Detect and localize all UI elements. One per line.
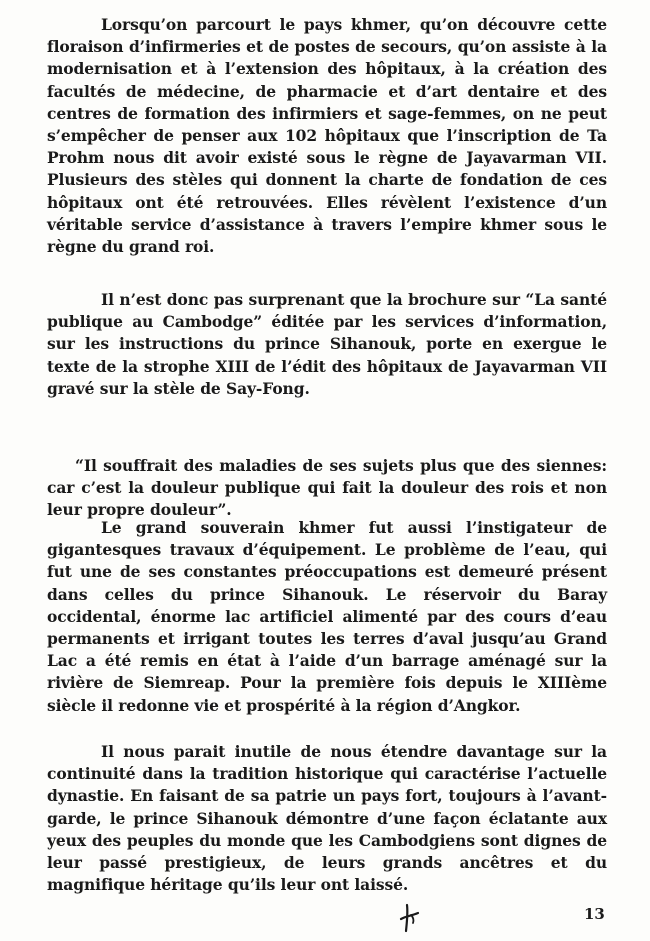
paragraph-text: Il nous parait inutile de nous étendre davantage sur la continuité dans la tradition historique qui caractérise l’actuelle dynastie. En faisant de sa patrie un pays fort, toujours à l’avant-garde, le prince Sihanouk démontre d’une façon éclatante aux yeux des peuples du monde que les Cambodgiens sont dignes de leur passé prestigieux, de leurs grands ancêtres et du magnifique héritage qu’ils leur ont laissé. bbox=[47, 742, 607, 895]
paragraph-hospitals bbox=[47, 14, 607, 258]
paragraph-text: Lorsqu’on parcourt le pays khmer, qu’on découvre cette floraison d’infirmeries et de postes de secours, qu’on assiste à la modernisation et à l’extension des hôpitaux, à la création des facultés de médecine, de pharmacie et d’art dentaire et des centres de formation des infirmiers et sage-femmes, on ne peut s’empêcher de penser aux 102 hôpitaux que l’inscription de Ta Prohm nous dit avoir existé sous le règne de Jayavarman VII. Plusieurs des stèles qui donnent la charte de fondation de ces hôpitaux ont été retrouvées. Elles révèlent l’existence d’un véritable service d’assistance à travers l’empire khmer sous le règne du grand roi. bbox=[47, 15, 607, 257]
paragraph-text: Il n’est donc pas surprenant que la brochure sur “La santé publique au Cambodge” éditée par les services d’information, sur les instructions du prince Sihanouk, porte en exergue le texte de la strophe XIII de l’édit des hôpitaux de Jayavarman VII gravé sur la stèle de Say-Fong. bbox=[47, 290, 607, 398]
handwritten-mark bbox=[398, 903, 422, 933]
paragraph-health-brochure bbox=[47, 289, 607, 400]
page-number: 13 bbox=[584, 905, 605, 923]
paragraph-text: Le grand souverain khmer fut aussi l’instigateur de gigantesques travaux d’équipement. Le problème de l’eau, qui fut une de ses constantes préoccupations est demeuré présent dans celles du prince Sihanouk. Le réservoir du Baray occidental, énorme lac artificiel alimenté par des cours d’eau permanents et irrigant toutes les terres d’aval jusqu’au Grand Lac a été remis en état à l’aide d’un barrage aménagé sur la rivière de Siemreap. Pour la première fois depuis le XIIIème siècle il redonne vie et prospérité à la région d’Angkor. bbox=[47, 518, 607, 715]
paragraph-quotation bbox=[47, 455, 607, 522]
paragraph-text: “Il souffrait des maladies de ses sujets plus que des siennes: car c’est la douleur publique qui fait la douleur des rois et non leur propre douleur”. bbox=[47, 456, 607, 520]
paragraph-water-works bbox=[47, 517, 607, 717]
paragraph-dynasty bbox=[47, 741, 607, 896]
